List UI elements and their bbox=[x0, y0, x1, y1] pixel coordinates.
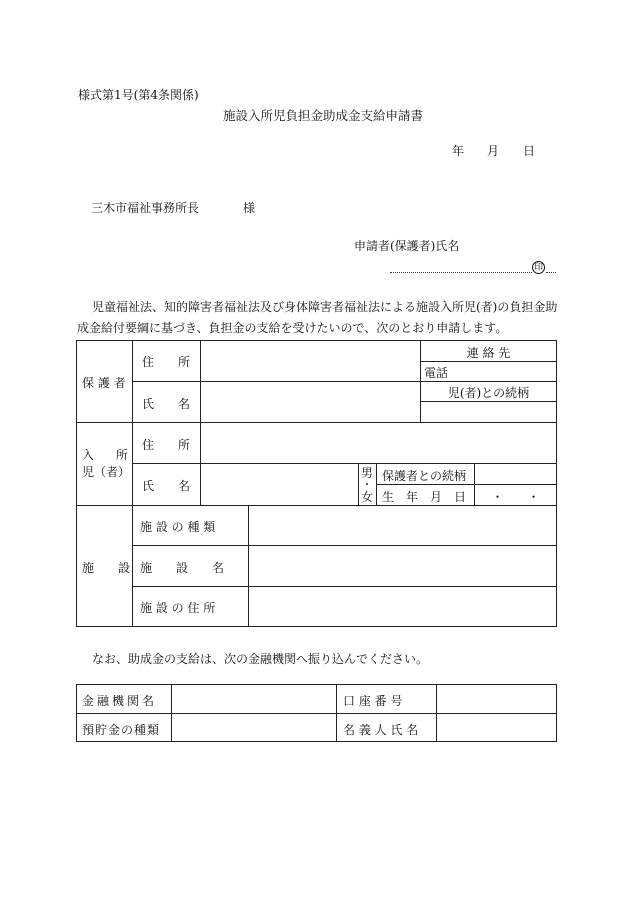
resident-address-label: 住 所 bbox=[142, 438, 191, 452]
facility-name-field[interactable] bbox=[249, 546, 556, 586]
relation-to-child-label: 児(者)との続柄 bbox=[447, 386, 530, 400]
row-divider bbox=[376, 484, 557, 485]
honorific: 様 bbox=[243, 201, 256, 215]
facility-address-field[interactable] bbox=[249, 587, 556, 626]
sex-separator: ・ bbox=[362, 480, 372, 491]
relation-to-guardian-field[interactable] bbox=[475, 464, 556, 484]
row-divider bbox=[420, 381, 557, 382]
guardian-name-label: 氏 名 bbox=[142, 397, 191, 411]
holder-name-field[interactable] bbox=[437, 714, 556, 741]
bank-note: なお、助成金の支給は、次の金融機関へ振り込んでください。 bbox=[92, 652, 429, 666]
facility-address-label: 施 設 の 住 所 bbox=[140, 601, 216, 615]
facility-type-field[interactable] bbox=[249, 506, 556, 545]
facility-type-label: 施 設 の 種 類 bbox=[140, 520, 216, 534]
document-title: 施設入所児負担金助成金支給申請書 bbox=[223, 108, 424, 123]
intro-line-1: 児童福祉法、知的障害者福祉法及び身体障害者福祉法による施設入所児(者)の負担金助 bbox=[92, 300, 558, 314]
guardian-address-field[interactable] bbox=[201, 341, 419, 381]
col-divider bbox=[376, 463, 377, 505]
guardian-name-field[interactable] bbox=[201, 382, 419, 422]
guardian-label: 保 護 者 bbox=[82, 376, 126, 390]
resident-name-label: 氏 名 bbox=[142, 479, 191, 493]
addressee: 三木市福祉事務所長 bbox=[91, 201, 200, 215]
deposit-type-label: 預貯金の種類 bbox=[82, 723, 161, 737]
date-day: 日 bbox=[523, 144, 536, 158]
applicant-signature-line[interactable] bbox=[390, 272, 532, 273]
applicant-label: 申請者(保護者)氏名 bbox=[354, 239, 460, 253]
guardian-address-label: 住 所 bbox=[142, 355, 191, 369]
account-number-field[interactable] bbox=[437, 685, 556, 712]
institution-field[interactable] bbox=[172, 685, 335, 712]
deposit-type-field[interactable] bbox=[172, 714, 335, 741]
birthdate-field[interactable]: ・ ・ bbox=[491, 490, 540, 504]
holder-name-label: 名 義 人 氏 名 bbox=[343, 723, 419, 737]
resident-name-field[interactable] bbox=[201, 464, 357, 505]
col-divider bbox=[132, 340, 133, 627]
contact-header: 連 絡 先 bbox=[466, 346, 511, 360]
resident-address-field[interactable] bbox=[201, 423, 556, 463]
row-divider bbox=[420, 361, 557, 362]
birthdate-label: 生 年 月 日 bbox=[382, 490, 467, 504]
institution-label: 金融機関名 bbox=[82, 694, 158, 708]
date-year: 年 bbox=[452, 144, 465, 158]
facility-name-label: 施 設 名 bbox=[140, 561, 225, 575]
bank-col-divider bbox=[336, 684, 337, 742]
facility-label: 施 設 bbox=[82, 561, 131, 575]
sex-female[interactable]: 女 bbox=[360, 490, 373, 504]
phone-label: 電話 bbox=[424, 366, 449, 380]
relation-to-guardian-label: 保護者との続柄 bbox=[382, 469, 467, 483]
date-month: 月 bbox=[487, 144, 500, 158]
account-number-label: 口 座 番 号 bbox=[343, 694, 403, 708]
form-number: 様式第1号(第4条関係) bbox=[78, 88, 199, 102]
seal-line-tail bbox=[546, 272, 556, 273]
intro-line-2: 成金給付要綱に基づき、負担金の支給を受けたいので、次のとおり申請します。 bbox=[77, 321, 508, 335]
relation-to-child-field[interactable] bbox=[421, 402, 556, 421]
sex-male[interactable]: 男 bbox=[360, 466, 373, 480]
seal-mark: 印 bbox=[533, 263, 543, 273]
resident-label-line-2: 児（者） bbox=[82, 465, 131, 479]
resident-label-line-1: 入 所 bbox=[82, 448, 130, 462]
